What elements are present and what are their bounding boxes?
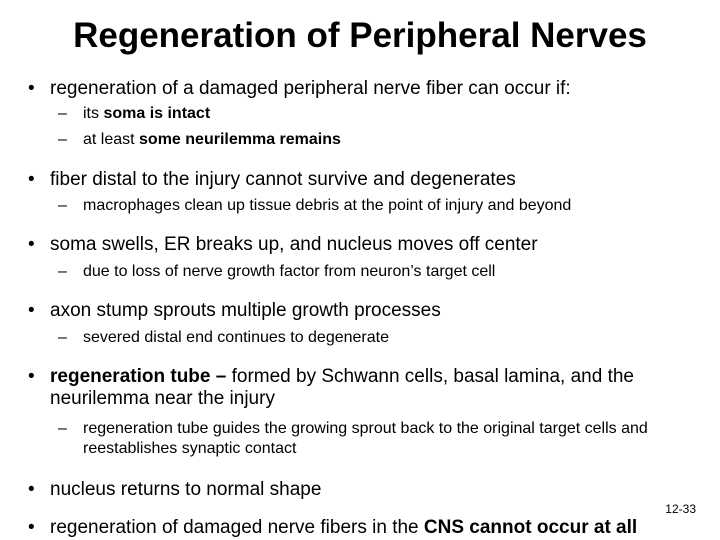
bullet-6-text: nucleus returns to normal shape <box>50 479 322 500</box>
dash-marker: – <box>58 197 67 214</box>
sub-bullet-1-2-bold: some neurilemma remains <box>139 131 341 148</box>
dash-marker: – <box>58 420 67 437</box>
sub-bullet-2-1 <box>58 196 708 216</box>
sub-bullet-5-1-text: regeneration tube guides the growing sprout back to the original target cells and reestablishes synaptic contact <box>83 420 648 457</box>
slide-title: Regeneration of Peripheral Nerves <box>73 16 647 55</box>
bullet-5-bold: regeneration tube – <box>50 366 227 387</box>
bullet-2-text: fiber distal to the injury cannot survive and degenerates <box>50 169 516 190</box>
sub-bullet-4-1 <box>58 328 708 348</box>
bullet-1 <box>28 78 708 100</box>
bullet-5-plain: formed by Schwann cells, basal lamina, and the neurilemma near the injury <box>50 366 634 409</box>
sub-bullet-1-2 <box>58 130 708 150</box>
bullet-marker: • <box>28 300 35 321</box>
bullet-7 <box>28 517 708 539</box>
bullet-marker: • <box>28 517 35 538</box>
sub-bullet-2-1-text: macrophages clean up tissue debris at the point of injury and beyond <box>83 197 572 214</box>
sub-bullet-3-1-text: due to loss of nerve growth factor from neuron’s target cell <box>83 263 496 280</box>
dash-marker: – <box>58 263 67 280</box>
bullet-6 <box>28 479 708 501</box>
bullet-5-text <box>50 366 708 410</box>
bullet-1-text: regeneration of a damaged peripheral nerve fiber can occur if: <box>50 78 571 99</box>
dash-marker: – <box>58 105 67 122</box>
dash-marker: – <box>58 329 67 346</box>
bullet-3 <box>28 234 708 256</box>
bullet-marker: • <box>28 169 35 190</box>
sub-bullet-3-1 <box>58 262 708 282</box>
bullet-marker: • <box>28 479 35 500</box>
bullet-3-text: soma swells, ER breaks up, and nucleus moves off center <box>50 234 538 255</box>
bullet-7-bold: CNS cannot occur at all <box>423 517 638 538</box>
bullet-5 <box>28 366 708 410</box>
slide-number: 12-33 <box>665 502 696 516</box>
bullet-4-text: axon stump sprouts multiple growth processes <box>50 300 441 321</box>
sub-bullet-4-1-text: severed distal end continues to degenerate <box>83 329 389 346</box>
sub-bullet-1-2-text <box>83 130 708 150</box>
bullet-2 <box>28 169 708 191</box>
bullet-marker: • <box>28 366 35 387</box>
sub-bullet-1-2-plain: at least <box>83 131 140 148</box>
sub-bullet-1-1-bold: soma is intact <box>103 105 211 122</box>
sub-bullet-1-1 <box>58 104 708 124</box>
bullet-7-plain: regeneration of damaged nerve fibers in the <box>50 517 424 538</box>
bullet-marker: • <box>28 78 35 99</box>
sub-bullet-1-1-text <box>83 104 708 124</box>
sub-bullet-5-1 <box>58 419 708 459</box>
bullet-4 <box>28 300 708 322</box>
sub-bullet-1-1-plain: its <box>83 105 104 122</box>
dash-marker: – <box>58 131 67 148</box>
bullet-marker: • <box>28 234 35 255</box>
bullet-7-text <box>50 517 708 539</box>
